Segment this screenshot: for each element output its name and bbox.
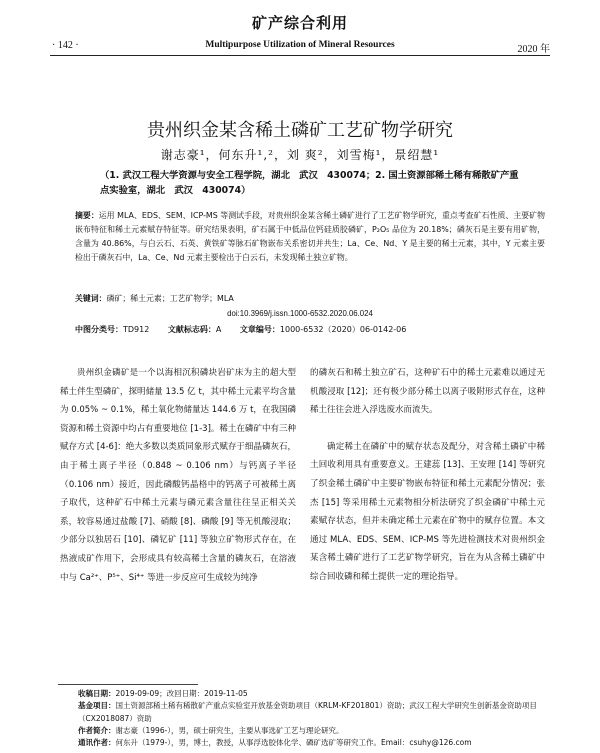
body-paragraph: 的磷灰石和稀土独立矿石，这种矿石中的稀土元素难以通过无机酸浸取 [12]；还有极少部分稀土以离子吸附形式存在，这种稀土往往会进入浮选废水而流失。 <box>310 368 545 416</box>
classification-row <box>75 324 545 335</box>
corr-label: 通讯作者： <box>78 738 116 748</box>
doi: doi:10.3969/j.issn.1000-6532.2020.06.024 <box>227 309 373 318</box>
journal-title-en: Multipurpose Utilization of Mineral Resources <box>205 40 395 50</box>
author-label: 作者简介： <box>78 725 116 735</box>
body-column-right <box>310 364 545 587</box>
abstract-label: 摘要： <box>75 211 99 220</box>
doc-code-value: A <box>215 325 222 334</box>
author-list: 谢志豪¹，何东升¹,²，刘 爽²，刘雪梅¹，景绍慧¹ <box>160 148 440 162</box>
journal-title-cn: 矿产综合利用 <box>251 14 348 32</box>
fund-label: 基金项目： <box>78 701 116 711</box>
publication-year: 2020 年 <box>517 44 550 55</box>
article-no-value: 1000-6532（2020）06-0142-06 <box>279 325 407 334</box>
footnote-fund <box>78 700 558 725</box>
doc-code-label: 文献标志码： <box>167 325 216 334</box>
header-rule <box>50 55 550 56</box>
body-paragraph: 贵州织金磷矿是一个以海相沉积磷块岩矿床为主的超大型稀土伴生型磷矿，探明储量 13.5 亿 t，其中稀土元素平均含量为 0.05% ~ 0.1%，稀土氧化物储量达 144.6 万 t，在我国磷资源和稀土资源中均占有重要地位 [1-3]。稀土在磷矿中有三种赋存方式 [4-6]：绝大多数以类质同象形式赋存于细晶磷灰石，由于稀土离子半径（0.848 ~ 0.106 nm）与钙离子半径（0.106 nm）接近，因此磷酸钙晶格中的钙离子可被稀土离子取代，这种矿石中稀土元素与磷元素含量往往呈正相关关系，较容易通过盐酸 [7]、硝酸 [8]、磷酸 [9] 等无机酸浸取；少部分以独居石 [10]、磷钇矿 [11] 等独立矿物形式存在，在热液成矿作用下，会形成具有较高稀土含量的磷灰石，在溶液中与 Ca²⁺、P⁵⁺、Si⁴⁺ 等进一步反应可生成较为纯净 <box>60 368 296 583</box>
affiliation: （1. 武汉工程大学资源与安全工程学院，湖北 武汉 430074；2. 国土资源部稀土稀有稀散矿产重点实验室，湖北 武汉 430074） <box>100 170 519 196</box>
page-number: · 142 · <box>52 40 79 51</box>
footnote-author <box>78 725 558 737</box>
keywords <box>75 293 545 304</box>
footnotes <box>78 688 558 749</box>
body-paragraph: 确定稀土在磷矿中的赋存状态及配分，对含稀土磷矿中稀土回收利用具有重要意义。王建蕊 [13]、王安理 [14] 等研究了织金稀土磷矿中主要矿物嵌布特征和稀土元素配分情况；张杰 [15] 等采用稀土元素物相分析法研究了织金磷矿中稀土元素赋存状态，但并未确定稀土元素在矿物中的赋存位置。本文通过 MLA、EDS、SEM、ICP-MS 等先进检测技术对贵州织金某含稀土磷矿进行了工艺矿物学研究，旨在为从含稀土磷矿中综合回收磷和稀土提供一定的理论指导。 <box>310 441 545 582</box>
corr-text: 何东升（1979-），男，博士，教授，从事浮选胶体化学、磷矿选矿等研究工作。Email：csuhy@126.com <box>115 738 472 748</box>
body-column-left <box>60 364 296 587</box>
fund-text: 国土资源部稀土稀有稀散矿产重点实验室开放基金资助项目（KRLM-KF201801）资助；武汉工程大学研究生创新基金资助项目（CX2018087）资助 <box>78 701 537 723</box>
class-value: TD912 <box>123 325 150 334</box>
keywords-label: 关键词： <box>75 294 107 303</box>
footnote-corresponding <box>78 737 558 749</box>
keywords-text: 磷矿；稀土元素；工艺矿物学；MLA <box>106 294 234 303</box>
abstract <box>75 209 545 265</box>
class-label: 中图分类号： <box>75 325 123 334</box>
footnote-received <box>78 688 558 700</box>
footnote-rule <box>58 684 198 685</box>
received-text: 2019-09-09；改回日期：2019-11-05 <box>115 689 248 698</box>
article-no-label: 文章编号： <box>239 325 280 334</box>
author-text: 谢志豪（1996-），男，硕士研究生，主要从事选矿工艺与理论研究。 <box>115 725 344 735</box>
received-label: 收稿日期： <box>78 689 116 698</box>
article-title: 贵州织金某含稀土磷矿工艺矿物学研究 <box>147 120 453 141</box>
abstract-text: 运用 MLA、EDS、SEM、ICP-MS 等测试手段，对贵州织金某含稀土磷矿进行了工艺矿物学研究，重点考查矿石性质、主要矿物嵌布特征和稀土元素赋存特征等。研究结果表明，矿石属于中低品位钙硅质胶磷矿，P₂O₅ 品位为 20.18%；磷灰石是主要有用矿物，含量为 40.86%，与白云石、石英、黄铁矿等脉石矿物嵌布关系密切并共生；La、Ce、Nd、Y 是主要的稀土元素，其中，Y 元素主要检出于磷灰石中，La、Ce、Nd 元素主要检出于白云石，未发现稀土独立矿物。 <box>75 211 545 262</box>
